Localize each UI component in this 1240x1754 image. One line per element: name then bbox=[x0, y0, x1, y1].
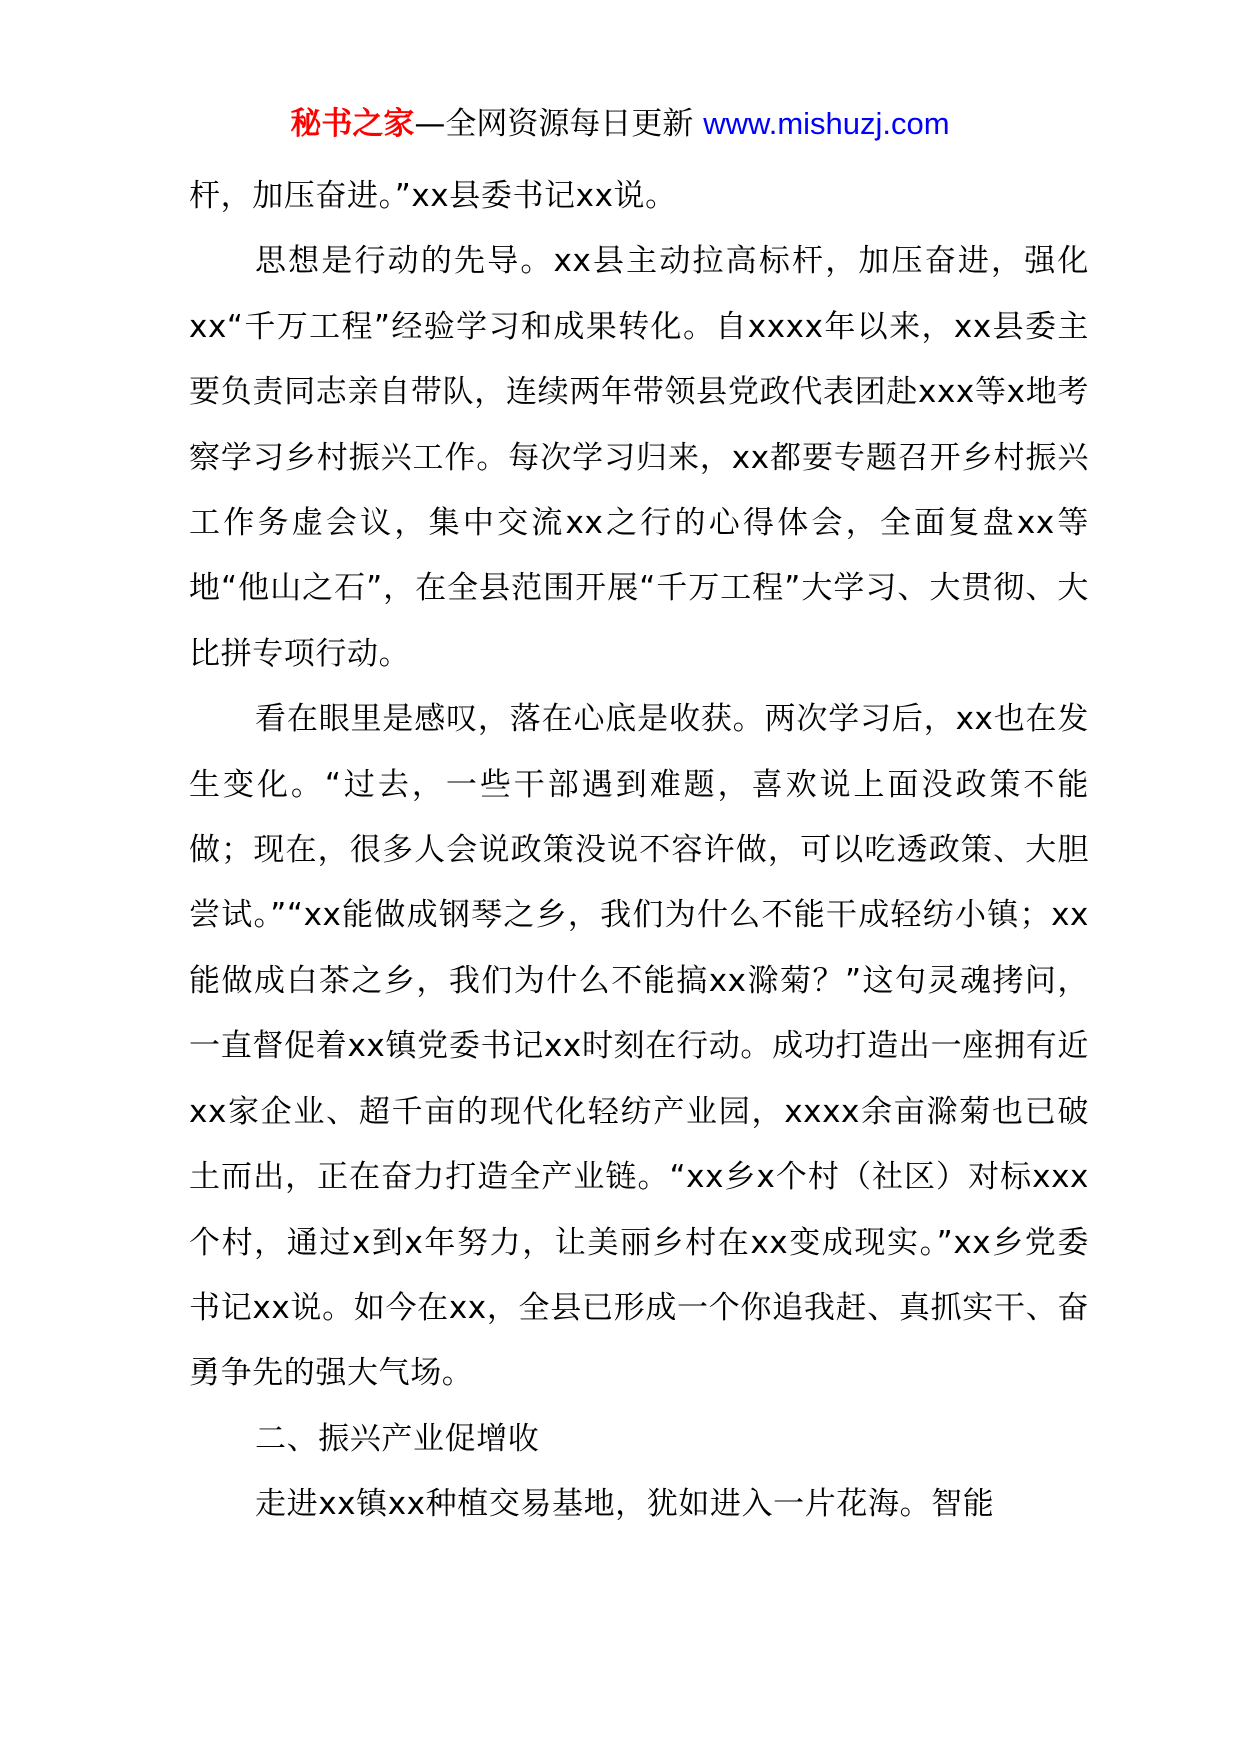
header-url[interactable]: www.mishuzj.com bbox=[703, 106, 950, 141]
paragraph-4: 走进xx镇xx种植交易基地，犹如进入一片花海。智能 bbox=[255, 1486, 995, 1523]
paragraph-1: 杆，加压奋进。”xx县委书记xx说。 bbox=[189, 178, 677, 214]
header-brand: 秘书之家 bbox=[290, 106, 415, 142]
paragraph-2: 思想是行动的先导。xx县主动拉高标杆，加压奋进，强化xx“千万工程”经验学习和成果转化。自xxxx年以来，xx县委主要负责同志亲自带队，连续两年带领县党政代表团赴xxx等x地考察学习乡村振兴工作。每次学习归来，xx都要专题召开乡村振兴工作务虚会议，集中交流xx之行的心得体会，全面复盘xx等地“他山之石”，在全县范围开展“千万工程”大学习、大贯彻、大比拼专项行动。 bbox=[189, 243, 1089, 672]
paragraph-3: 看在眼里是感叹，落在心底是收获。两次学习后，xx也在发生变化。“过去，一些干部遇到难题，喜欢说上面没政策不能做；现在，很多人会说政策没说不容许做，可以吃透政策、大胆尝试。”“xx能做成钢琴之乡，我们为什么不能干成轻纺小镇；xx能做成白茶之乡，我们为什么不能搞xx滁菊？”这句灵魂拷问，一直督促着xx镇党委书记xx时刻在行动。成功打造出一座拥有近xx家企业、超千亩的现代化轻纺产业园，xxxx余亩滁菊也已破土而出，正在奋力打造全产业链。“xx乡x个村（社区）对标xxx个村，通过x到x年努力，让美丽乡村在xx变成现实。”xx乡党委书记xx说。如今在xx，全县已形成一个你追我赶、真抓实干、奋勇争先的强大气场。 bbox=[189, 701, 1089, 1392]
document-body bbox=[189, 164, 1089, 1538]
page-header bbox=[0, 102, 1240, 146]
section-heading-2: 二、振兴产业促增收 bbox=[255, 1420, 540, 1457]
header-tagline: —全网资源每日更新 bbox=[414, 106, 694, 142]
